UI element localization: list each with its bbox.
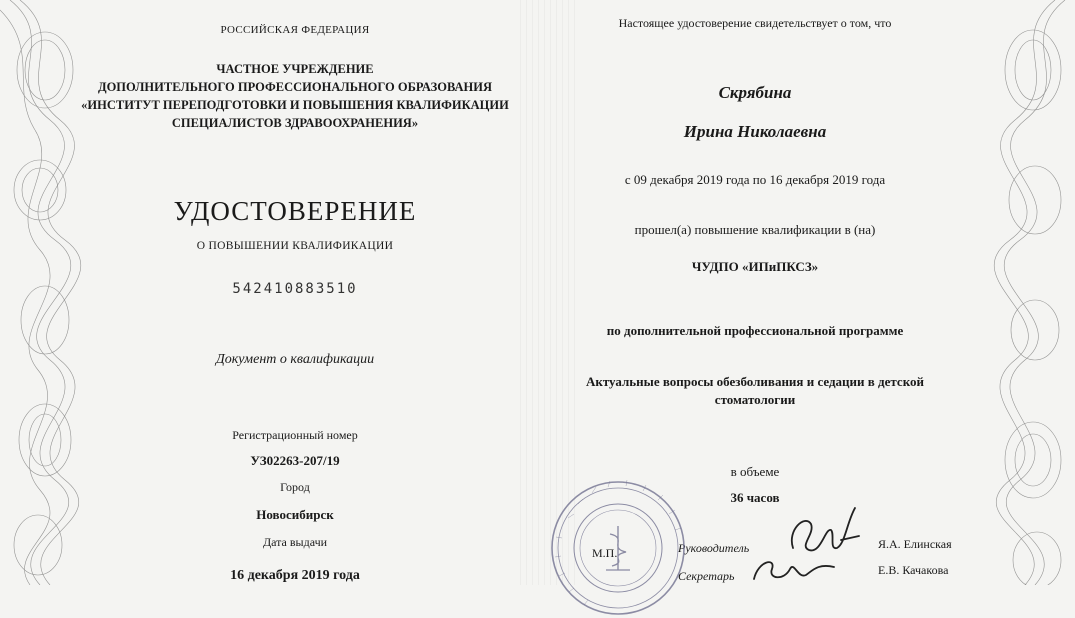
institution-name — [60, 60, 530, 132]
city-label: Город — [280, 480, 310, 494]
organization-abbr: ЧУДПО «ИПиПКСЗ» — [691, 259, 819, 274]
official-seal-stamp — [548, 478, 688, 618]
institution-line: СПЕЦИАЛИСТОВ ЗДРАВООХРАНЕНИЯ» — [171, 116, 419, 130]
volume-label: в объеме — [730, 464, 780, 479]
institution-line: ЧАСТНОЕ УЧРЕЖДЕНИЕ — [216, 62, 374, 76]
director-signature — [785, 500, 865, 560]
city-value: Новосибирск — [256, 507, 334, 522]
issue-date: 16 декабря 2019 года — [230, 568, 360, 583]
institution-line: ДОПОЛНИТЕЛЬНОГО ПРОФЕССИОНАЛЬНОГО ОБРАЗОВАНИЯ — [97, 80, 493, 94]
program-title-line: стоматологии — [714, 392, 796, 407]
program-label: по дополнительной профессиональной программе — [606, 323, 904, 338]
hours-value: 36 часов — [730, 490, 780, 505]
document-title: УДОСТОВЕРЕНИЕ — [173, 196, 417, 226]
registration-label: Регистрационный номер — [232, 428, 358, 442]
document-type: Документ о квалификации — [215, 352, 375, 367]
right-guilloche-border — [985, 0, 1075, 585]
director-role: Руководитель — [678, 541, 750, 555]
holder-names: Ирина Николаевна — [683, 122, 827, 141]
secretary-role: Секретарь — [678, 569, 735, 583]
document-subtitle: О ПОВЫШЕНИИ КВАЛИФИКАЦИИ — [196, 240, 394, 252]
secretary-name: Е.В. Качакова — [878, 563, 949, 577]
intro-text: Настоящее удостоверение свидетельствует о том, что — [618, 16, 892, 30]
serial-number: 542410883510 — [232, 281, 358, 297]
institution-line: «ИНСТИТУТ ПЕРЕПОДГОТОВКИ И ПОВЫШЕНИЯ КВАЛИФИКАЦИИ — [81, 98, 509, 112]
issue-date-label: Дата выдачи — [262, 535, 328, 549]
holder-surname: Скрябина — [718, 83, 792, 102]
seal-place-label: М.П. — [592, 546, 618, 560]
program-title-line: Актуальные вопросы обезболивания и седации в детской — [585, 374, 925, 389]
secretary-signature — [748, 553, 838, 585]
passed-text: прошел(а) повышение квалификации в (на) — [634, 222, 876, 237]
registration-number: УЗ02263-207/19 — [250, 453, 340, 468]
training-period: с 09 декабря 2019 года по 16 декабря 2019 года — [624, 172, 886, 187]
program-title — [560, 373, 950, 409]
director-name: Я.А. Елинская — [878, 537, 952, 551]
country-label: РОССИЙСКАЯ ФЕДЕРАЦИЯ — [220, 24, 370, 36]
